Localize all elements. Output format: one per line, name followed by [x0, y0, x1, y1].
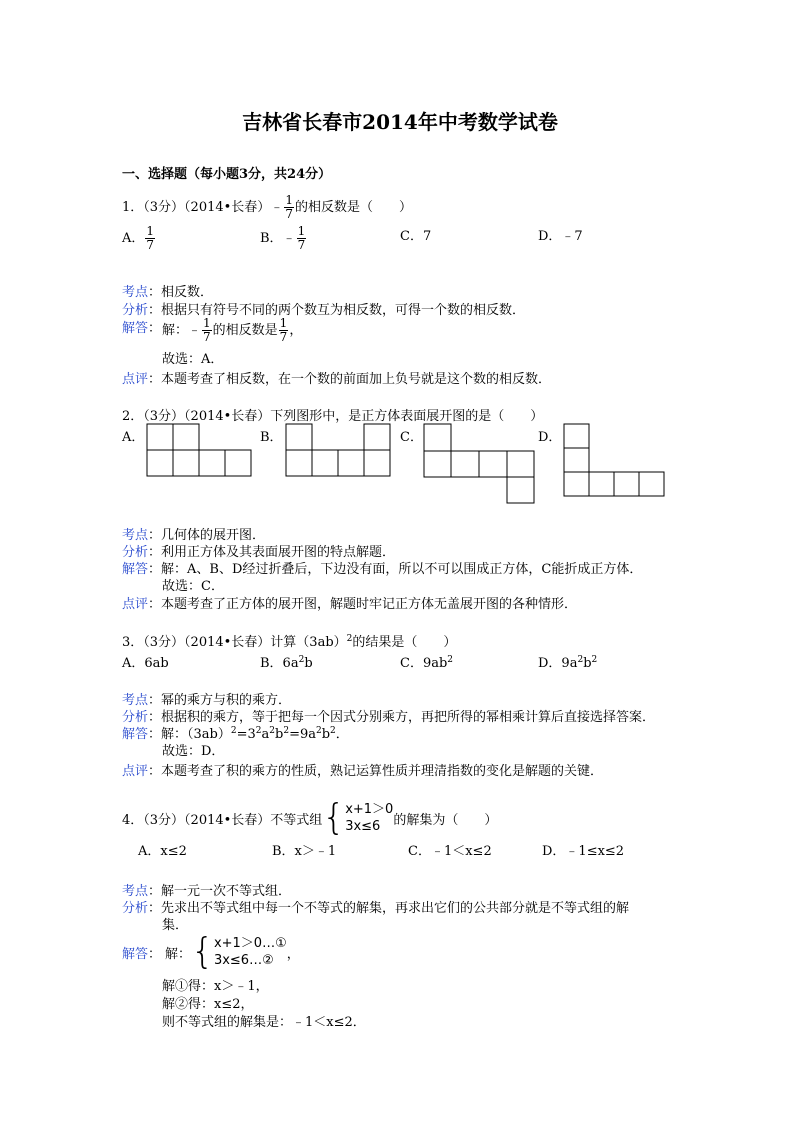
question-text: 的结果是（ ）: [352, 635, 457, 650]
inequality-system: [322, 797, 394, 838]
net-figure-a: [146, 423, 256, 479]
section-heading: 一、选择题（每小题3分，共24分）: [122, 167, 332, 182]
analysis-line-2: 集．: [162, 918, 189, 933]
option-label: A．: [122, 231, 145, 246]
option-b: B．: [260, 430, 283, 445]
net-square: [364, 424, 390, 450]
tag-content: ：解一元一次不等式组．: [148, 884, 292, 899]
left-brace: {: [322, 797, 346, 838]
question-stem-tail: 的相反数是（ ）: [294, 200, 412, 215]
option-c: C．7: [400, 229, 432, 244]
tag-label: 解答: [122, 727, 149, 742]
net-square: [589, 472, 614, 496]
option-text: b: [304, 656, 313, 671]
question-text: 4．（3分）（2014•长春）不等式组: [122, 812, 323, 828]
fraction: [145, 225, 155, 252]
inequality-system: [191, 931, 287, 972]
knowledge-point: [122, 281, 213, 300]
tag-label: 分析: [122, 303, 149, 318]
solution-line-2: 故选：A．: [162, 352, 224, 367]
option-d: D．: [538, 430, 562, 445]
solution-line-1: [162, 317, 302, 344]
solution-line-2: 故选：C．: [162, 579, 224, 594]
solution-text: 的相反数是: [212, 323, 278, 338]
fraction-numerator: 1: [203, 316, 211, 330]
tag-content: ：幂的乘方与积的乘方．: [148, 693, 292, 708]
tag-label: 分析: [122, 901, 149, 916]
exponent: 2: [230, 726, 237, 736]
tag-content: ：相反数．: [148, 285, 214, 300]
tag-content: =9a: [289, 727, 316, 742]
net-figure-d: [563, 423, 667, 499]
option-d: [538, 652, 597, 671]
question-text: 的解集为（ ）: [393, 812, 498, 828]
solution: [122, 317, 161, 336]
solution-line-2: 故选：D．: [162, 744, 225, 759]
tag-content: ：根据只有符号不同的两个数互为相反数，可得一个数的相反数．: [148, 303, 526, 318]
system-lines: [345, 801, 393, 835]
comment: [122, 760, 603, 779]
exponent: 2: [315, 726, 322, 736]
solution-line-2: 解②得：x≤2，: [162, 997, 254, 1012]
net-square: [424, 424, 451, 451]
exponent: 2: [447, 655, 454, 665]
analysis: [122, 897, 629, 916]
net-square: [507, 477, 534, 503]
solution: [122, 932, 300, 972]
exponent: 2: [577, 655, 584, 665]
option-c: [400, 652, 453, 671]
exponent: 2: [283, 726, 290, 736]
tag-content: ：先求出不等式组中每一个不等式的解集，再求出它们的公共部分就是不等式组的解: [148, 901, 630, 916]
solution-text: ，: [286, 946, 300, 962]
tag-label: 解答: [122, 321, 149, 336]
net-square: [364, 450, 390, 476]
exponent: 2: [591, 655, 598, 665]
tag-label: 解答: [122, 562, 149, 577]
option-a: A．x≤2: [138, 844, 187, 859]
tag-content: b: [275, 727, 284, 742]
tag-content: ：几何体的展开图．: [148, 528, 266, 543]
net-square: [479, 451, 507, 477]
net-square: [312, 450, 338, 476]
tag-label: 点评: [122, 764, 149, 779]
solution-text: 解：﹣: [162, 323, 202, 338]
tag-label: 考点: [122, 884, 149, 899]
net-square: [639, 472, 664, 496]
question-3-stem: [122, 631, 456, 650]
net-square: [173, 424, 199, 450]
fraction-denominator: 7: [297, 238, 306, 252]
net-square: [564, 448, 589, 472]
net-square: [199, 450, 225, 476]
option-text: C．9ab: [400, 656, 448, 671]
exponent: 2: [269, 726, 275, 736]
analysis: [122, 299, 525, 318]
exponent: 2: [330, 726, 336, 736]
option-text: B．6a: [260, 656, 299, 671]
option-a: A．: [122, 430, 145, 445]
tag-label: 点评: [122, 372, 149, 387]
inequality-line: 3x≤6…②: [213, 953, 274, 968]
fraction-denominator: 7: [146, 238, 155, 252]
solution-text: 解：: [165, 946, 192, 962]
fraction-denominator: 7: [203, 330, 211, 344]
fraction: [279, 317, 289, 344]
tag-content: b: [321, 727, 331, 742]
option-text: D．9a: [538, 656, 578, 671]
fraction-numerator: 1: [297, 224, 306, 238]
solution-text: ，: [289, 323, 303, 338]
fraction-numerator: 1: [285, 193, 293, 207]
tag-content: a: [261, 727, 270, 742]
comment: [122, 368, 551, 387]
question-4-stem: [122, 796, 497, 840]
question-text: 3．（3分）（2014•长春）计算（3ab）: [122, 635, 347, 650]
solution-line-1: 解①得：x＞﹣1，: [162, 979, 269, 994]
tag-content: ：本题考查了正方体的展开图，解题时牢记正方体无盖展开图的各种情形．: [148, 597, 578, 612]
tag-content: =3: [236, 727, 256, 742]
tag-label: 解答: [122, 946, 149, 962]
tag-label: 考点: [122, 693, 149, 708]
tag-content: ：本题考查了积的乘方的性质，熟记运算性质并理清指数的变化是解题的关键．: [148, 764, 604, 779]
option-d: D．﹣1≤x≤2: [542, 844, 625, 859]
option-c: C．: [400, 430, 423, 445]
net-square: [225, 450, 251, 476]
fraction: [284, 194, 294, 221]
tag-content: ．: [335, 727, 349, 742]
fraction: [202, 317, 212, 344]
solution-line-3: 则不等式组的解集是：﹣1＜x≤2．: [162, 1015, 366, 1030]
tag-content: ：本题考查了相反数，在一个数的前面加上负号就是这个数的相反数．: [148, 372, 552, 387]
option-label: B．: [260, 231, 283, 246]
net-square: [338, 450, 364, 476]
system-lines: [214, 935, 287, 969]
left-brace: {: [191, 931, 214, 972]
tag-label: 分析: [122, 710, 149, 725]
net-square: [286, 424, 312, 450]
option-text: b: [583, 656, 592, 671]
net-square: [564, 424, 589, 448]
inequality-line: 3x≤6: [345, 819, 381, 834]
fraction-denominator: 7: [279, 330, 288, 344]
option-b: B．x＞﹣1: [272, 844, 337, 859]
fraction-numerator: 1: [146, 224, 155, 238]
option-a: [122, 225, 156, 252]
net-figure-c: [423, 423, 537, 505]
inequality-line: x+1＞0…①: [213, 936, 287, 951]
tag-content: ：: [148, 946, 162, 962]
question-number: 1．: [122, 200, 144, 215]
net-square: [507, 451, 534, 477]
exponent: 2: [298, 655, 305, 665]
option-b: [260, 652, 313, 671]
minus-sign: ﹣: [282, 231, 296, 246]
page-title: 吉林省长春市2014年中考数学试卷: [242, 110, 558, 134]
tag-label: 考点: [122, 528, 149, 543]
net-square: [424, 451, 451, 477]
tag-label: 分析: [122, 545, 149, 560]
fraction: [297, 225, 307, 252]
option-d: D．﹣7: [538, 229, 583, 244]
option-b: [260, 225, 307, 252]
question-2-stem: 2．（3分）（2014•长春）下列图形中，是正方体表面展开图的是（ ）: [122, 409, 544, 424]
solution: [122, 723, 349, 742]
tag-content: ：: [148, 321, 162, 336]
exponent: 2: [255, 726, 262, 736]
inequality-line: x+1＞0: [345, 802, 394, 817]
net-square: [614, 472, 639, 496]
tag-content: ：解：A、B、D经过折叠后，下边没有面，所以不可以围成正方体，C能折成正方体．: [148, 562, 643, 577]
net-square: [286, 450, 312, 476]
option-c: C．﹣1＜x≤2: [408, 844, 492, 859]
question-1-stem: [122, 194, 412, 221]
exponent: 2: [346, 634, 353, 644]
option-a: A．6ab: [122, 656, 169, 671]
net-square: [451, 451, 479, 477]
tag-content: ：利用正方体及其表面展开图的特点解题．: [148, 545, 396, 560]
fraction-denominator: 7: [285, 207, 293, 221]
question-meta: （3分）（2014•长春）: [143, 200, 271, 215]
net-square: [173, 450, 199, 476]
tag-content: ：根据积的乘方，等于把每一个因式分别乘方，再把所得的幂相乘计算后直接选择答案．: [148, 710, 656, 725]
fraction-numerator: 1: [279, 316, 288, 330]
net-figure-b: [285, 423, 395, 479]
tag-content: ：解：（3ab）: [148, 727, 231, 742]
tag-label: 点评: [122, 597, 149, 612]
comment: [122, 593, 577, 612]
net-square: [147, 450, 173, 476]
tag-label: 考点: [122, 285, 149, 300]
minus-sign: ﹣: [270, 200, 284, 215]
net-square: [147, 424, 173, 450]
net-square: [564, 472, 589, 496]
